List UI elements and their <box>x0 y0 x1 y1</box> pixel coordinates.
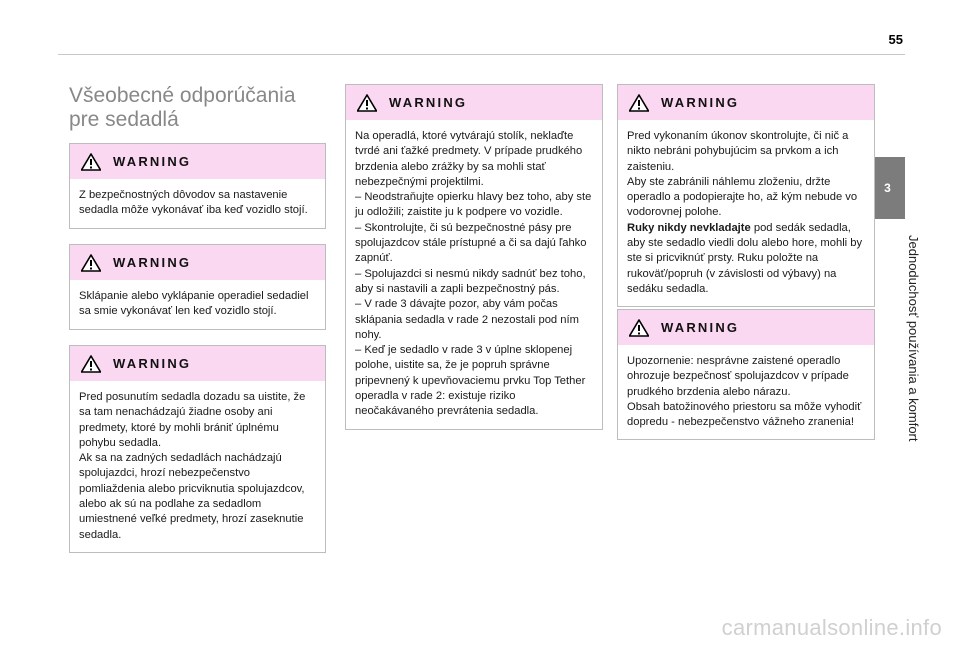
page-number: 55 <box>888 32 903 47</box>
warning-list-item: – Keď je sedadlo v rade 3 v úplne sklopenej polohe, uistite sa, že je popruh správne pripevnený k upevňovaciemu prvku Top Tether operadla v rade 2: existuje riziko neočakávaného prevrátenia sedadla. <box>355 344 586 418</box>
warning-header <box>70 144 325 179</box>
warning-header <box>70 245 325 280</box>
warning-box <box>617 309 875 440</box>
warning-header <box>618 85 874 120</box>
warning-box <box>69 244 326 330</box>
chapter-tab[interactable] <box>870 157 905 219</box>
warning-paragraph: Pred posunutím sedadla dozadu sa uistite, že sa tam nenachádzajú žiadne osoby ani predmety, ktoré by mohli brániť úplnému pohybu sedadla. <box>79 391 306 449</box>
warning-triangle-icon <box>357 94 377 112</box>
warning-paragraph: Aby ste zabránili náhlemu zloženiu, držte operadlo a podopierajte ho, až kým nebude vo vodorovnej polohe. <box>627 175 858 219</box>
warning-paragraph: Z bezpečnostných dôvodov sa nastavenie sedadla môže vykonávať iba keď vozidlo stojí. <box>79 189 308 217</box>
warning-title: WARNING <box>113 356 192 371</box>
warning-paragraph-rest: pod sedák sedadla, aby ste sedadlo viedli dolu alebo hore, mohli by ste si pricviknúť prsty. Ruku položte na rukoväť/popruh (v závislosti od výbavy) na sedáku sedadla. <box>627 221 863 295</box>
warning-emphasis: Ruky nikdy nevkladajte <box>627 221 751 234</box>
warning-paragraph: Upozornenie: nesprávne zaistené operadlo ohrozuje bezpečnosť spolujazdcov v prípade prudkého brzdenia alebo nárazu. <box>627 355 849 398</box>
column-1 <box>69 84 326 132</box>
warning-triangle-icon <box>629 94 649 112</box>
page-title <box>69 84 326 132</box>
warning-list-item: – Spolujazdci si nesmú nikdy sadnúť bez toho, aby si nastavili a zapli bezpečnostný pás. <box>355 267 586 295</box>
warning-text <box>70 280 325 329</box>
top-divider <box>58 54 905 55</box>
warning-paragraph: Obsah batožinového priestoru sa môže vyhodiť dopredu - nebezpečenstvo vážneho zranenia! <box>627 400 862 429</box>
warning-title: WARNING <box>113 154 192 169</box>
warning-list-item: – V rade 3 dávajte pozor, aby vám počas sklápania sedadla v rade 2 nezostali pod ním nohy. <box>355 298 579 341</box>
warning-box <box>617 84 875 307</box>
warning-box <box>69 143 326 229</box>
warning-header <box>618 310 874 345</box>
warning-box <box>345 84 603 430</box>
watermark: carmanualsonline.info <box>721 615 942 640</box>
warning-list-item: – Neodstraňujte opierku hlavy bez toho, aby ste ju odložili; zaistite ju k podpere vo vozidle. <box>355 191 592 219</box>
chapter-title: Jednoduchosť používania a komfort <box>906 235 921 442</box>
warning-paragraph <box>627 221 865 297</box>
warning-paragraph: Na operadlá, ktoré vytvárajú stolík, neklaďte tvrdé ani ťažké predmety. V prípade prudkého brzdenia alebo zrážky by sa mohli stať nebezpečnými projektilmi. <box>355 130 583 188</box>
warning-text <box>70 381 325 552</box>
warning-paragraph: Pred vykonaním úkonov skontrolujte, či nič a nikto nebráni pohybujúcim sa prvkom a ich zaisteniu. <box>627 130 849 173</box>
warning-title: WARNING <box>661 95 740 110</box>
warning-triangle-icon <box>629 319 649 337</box>
warning-text <box>618 120 874 306</box>
warning-title: WARNING <box>389 95 468 110</box>
warning-paragraph: Sklápanie alebo vyklápanie operadiel sedadiel sa smie vykonávať len keď vozidlo stojí. <box>79 290 309 318</box>
warning-header <box>70 346 325 381</box>
warning-header <box>346 85 602 120</box>
warning-triangle-icon <box>81 355 101 373</box>
warning-title: WARNING <box>113 255 192 270</box>
warning-triangle-icon <box>81 254 101 272</box>
warning-text <box>70 179 325 228</box>
warning-box <box>69 345 326 553</box>
page-title-line2: pre sedadlá <box>69 108 179 131</box>
warning-text <box>346 120 602 429</box>
chapter-number: 3 <box>884 181 891 195</box>
warning-list-item: – Skontrolujte, či sú bezpečnostné pásy pre spolujazdcov stále prístupné a či sa dajú ľahko zapnúť. <box>355 221 587 265</box>
page-title-line1: Všeobecné odporúčania <box>69 84 296 107</box>
warning-text <box>618 345 874 439</box>
warning-triangle-icon <box>81 153 101 171</box>
warning-paragraph: Ak sa na zadných sedadlách nachádzajú spolujazdci, hrozí nebezpečenstvo pomliaždenia alebo pricviknutia spolujazdcov, alebo ak sú na podlahe za sedadlom umiestnené veľké predmety, hrozí zaseknutie sedadla. <box>79 452 305 541</box>
warning-title: WARNING <box>661 320 740 335</box>
